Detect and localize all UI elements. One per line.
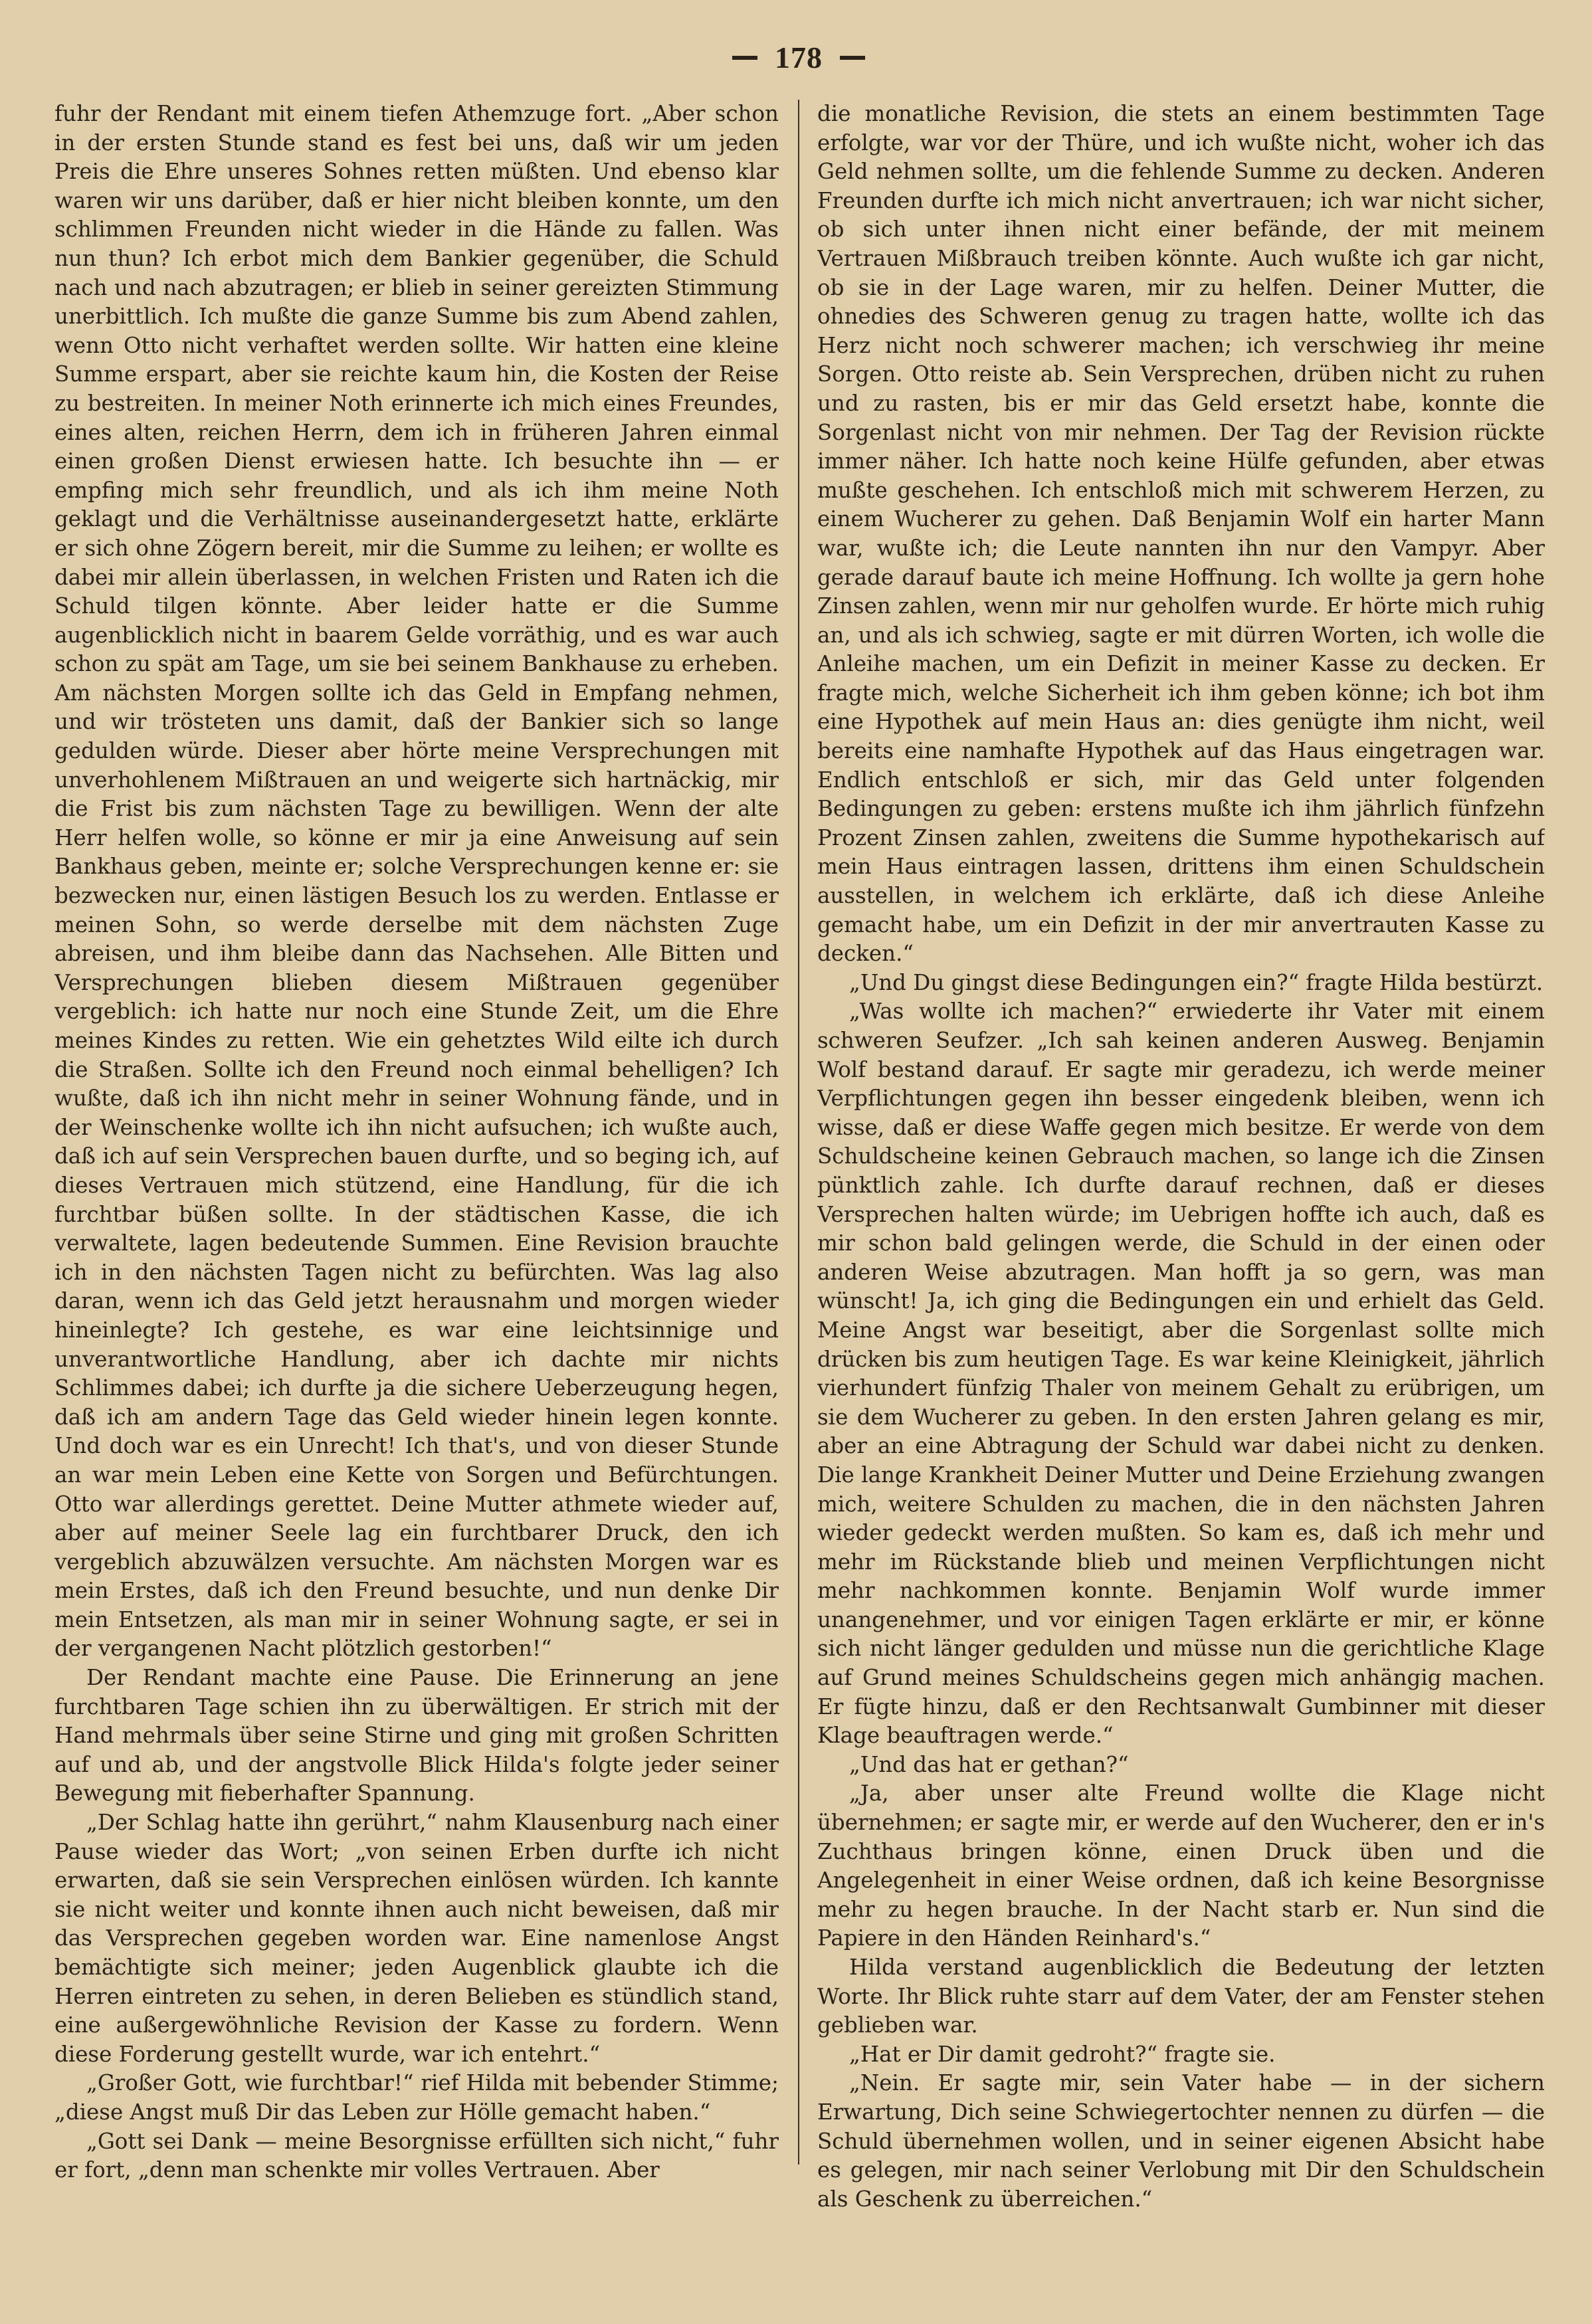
paragraph: „Großer Gott, wie furchtbar!“ rief Hilda mit bebender Stimme; „diese Angst muß Dir das Leben zur Hölle gemacht haben.“ xyxy=(54,2070,779,2125)
paragraph: „Was wollte ich machen?“ erwiederte ihr Vater mit einem schweren Seufzer. „Ich sah keinen anderen Ausweg. Benjamin Wolf bestand darauf. Er sagte mir geradezu, ich werde meiner Verpflichtungen gegen ihn besser eingedenk bleiben, wenn ich wisse, daß er diese Waffe gegen mich besitze. Er werde von dem Schuldscheine keinen Gebrauch machen, so lange ich die Zinsen pünktlich zahle. Ich durfte darauf rechnen, daß er dieses Versprechen halten würde; im Uebrigen hoffte ich auch, daß es mir schon bald gelingen werde, die Schuld in der einen oder anderen Weise abzutragen. Man hofft ja so gern, was man wünscht! Ja, ich ging die Bedingungen ein und erhielt das Geld. Meine Angst war beseitigt, aber die Sorgenlast sollte mich drücken bis zum heutigen Tage. Es war keine Kleinigkeit, jährlich vierhundert fünfzig Thaler von meinem Gehalt zu erübrigen, um sie dem Wucherer zu geben. In den ersten Jahren gelang es mir, aber an eine Abtragung der Schuld war dabei nicht zu denken. Die lange Krankheit Deiner Mutter und Deine Erziehung zwangen mich, weitere Schulden zu machen, die in den nächsten Jahren wieder gedeckt werden mußten. So kam es, daß ich mehr und mehr im Rückstande blieb und meinen Verpflichtungen nicht mehr nachkommen konnte. Benjamin Wolf wurde immer unangenehmer, und vor einigen Tagen erklärte er mir, er könne sich nicht länger gedulden und müsse nun die gerichtliche Klage auf Grund meines Schuldscheins gegen mich anhängig machen. Er fügte hinzu, daß er den Rechtsanwalt Gumbinner mit dieser Klage beauftragen werde.“ xyxy=(817,999,1545,1749)
paragraph: Hilda verstand augenblicklich die Bedeutung der letzten Worte. Ihr Blick ruhte starr auf dem Vater, der am Fenster stehen geblieben war. xyxy=(817,1955,1545,2038)
paragraph: „Nein. Er sagte mir, sein Vater habe — in der sichern Erwartung, Dich seine Schwiegertochter nennen zu dürfen — die Schuld übernehmen wollen, und in seiner eigenen Absicht habe es gelegen, mir nach seiner Verlobung mit Dir den Schuldschein als Geschenk zu überreichen.“ xyxy=(817,2070,1545,2212)
paragraph: „Hat er Dir damit gedroht?“ fragte sie. xyxy=(849,2041,1276,2067)
header-dash-right xyxy=(840,56,865,60)
text-columns xyxy=(40,100,1557,2297)
paragraph: „Der Schlag hatte ihn gerührt,“ nahm Klausenburg nach einer Pause wieder das Wort; „von seinen Erben durfte ich nicht erwarten, daß sie sein Versprechen einlösen würden. Ich kannte sie nicht weiter und konnte ihnen auch nicht beweisen, daß mir das Versprechen gegeben worden war. Eine namenlose Angst bemächtigte sich meiner; jeden Augenblick glaubte ich die Herren eintreten zu sehen, in deren Belieben es stündlich stand, eine außergewöhnliche Revision der Kasse zu fordern. Wenn diese Forderung gestellt wurde, war ich entehrt.“ xyxy=(54,1810,779,2067)
page-number: 178 xyxy=(775,41,823,74)
paragraph: „Ja, aber unser alte Freund wollte die Klage nicht übernehmen; er sagte mir, er werde auf den Wucherer, den er in's Zuchthaus bringen könne, einen Druck üben und die Angelegenheit in einer Weise ordnen, daß ich keine Besorgnisse mehr zu hegen brauche. In der Nacht starb er. Nun sind die Papiere in den Händen Reinhard's.“ xyxy=(817,1781,1545,1951)
right-column xyxy=(817,100,1545,2292)
paragraph: „Gott sei Dank — meine Besorgnisse erfüllten sich nicht,“ fuhr er fort, „denn man schenkte mir volles Vertrauen. Aber xyxy=(54,2128,779,2183)
paragraph: „Und Du gingst diese Bedingungen ein?“ fragte Hilda bestürzt. xyxy=(849,969,1543,995)
page-header xyxy=(40,40,1557,106)
paragraph: Der Rendant machte eine Pause. Die Erinnerung an jene furchtbaren Tage schien ihn zu überwältigen. Er strich mit der Hand mehrmals über seine Stirne und ging mit großen Schritten auf und ab, und der angstvolle Blick Hilda's folgte jeder seiner Bewegung mit fieberhafter Spannung. xyxy=(54,1665,779,1806)
paragraph: fuhr der Rendant mit einem tiefen Athemzuge fort. „Aber schon in der ersten Stunde stand es fest bei uns, daß wir um jeden Preis die Ehre unseres Sohnes retten müßten. Und ebenso klar waren wir uns darüber, daß er hier nicht bleiben konnte, um den schlimmen Freunden nicht wieder in die Hände zu fallen. Was nun thun? Ich erbot mich dem Bankier gegenüber, die Schuld nach und nach abzutragen; er blieb in seiner gereizten Stimmung unerbittlich. Ich mußte die ganze Summe bis zum Abend zahlen, wenn Otto nicht verhaftet werden sollte. Wir hatten eine kleine Summe erspart, aber sie reichte kaum hin, die Kosten der Reise zu bestreiten. In meiner Noth erinnerte ich mich eines Freundes, eines alten, reichen Herrn, dem ich in früheren Jahren einmal einen großen Dienst erwiesen hatte. Ich besuchte ihn — er empfing mich sehr freundlich, und als ich ihm meine Noth geklagt und die Verhältnisse auseinandergesetzt hatte, erklärte er sich ohne Zögern bereit, mir die Summe zu leihen; er wollte es dabei mir allein überlassen, in welchen Fristen und Raten ich die Schuld tilgen könnte. Aber leider hatte er die Summe augenblicklich nicht in baarem Gelde vorräthig, und es war auch schon zu spät am Tage, um sie bei seinem Bankhause zu erheben. Am nächsten Morgen sollte ich das Geld in Empfang nehmen, und wir trösteten uns damit, daß der Bankier sich so lange gedulden würde. Dieser aber hörte meine Versprechungen mit unverhohlenem Mißtrauen an und weigerte sich hartnäckig, mir die Frist bis zum nächsten Tage zu bewilligen. Wenn der alte Herr helfen wolle, so könne er mir ja eine Anweisung auf sein Bankhaus geben, meinte er; solche Versprechungen kenne er: sie bezwecken nur, einen lästigen Besuch los zu werden. Entlasse er meinen Sohn, so werde derselbe mit dem nächsten Zuge abreisen, und ihm bleibe dann das Nachsehen. Alle Bitten und Versprechungen blieben diesem Mißtrauen gegenüber vergeblich: ich hatte nur noch eine Stunde Zeit, um die Ehre meines Kindes zu retten. Wie ein gehetztes Wild eilte ich durch die Straßen. Sollte ich den Freund noch einmal behelligen? Ich wußte, daß ich ihn nicht mehr in seiner Wohnung fände, und in der Weinschenke wollte ich ihn nicht aufsuchen; ich wußte auch, daß ich auf sein Versprechen bauen durfte, und so beging ich, auf dieses Vertrauen mich stützend, eine Handlung, für die ich furchtbar büßen sollte. In der städtischen Kasse, die ich verwaltete, lagen bedeutende Summen. Eine Revision brauchte ich in den nächsten Tagen nicht zu befürchten. Was lag also daran, wenn ich das Geld jetzt herausnahm und morgen wieder hineinlegte? Ich gestehe, es war eine leichtsinnige und unverantwortliche Handlung, aber ich dachte mir nichts Schlimmes dabei; ich durfte ja die sichere Ueberzeugung hegen, daß ich am andern Tage das Geld wieder hinein legen konnte. Und doch war es ein Unrecht! Ich that's, und von dieser Stunde an war mein Leben eine Kette von Sorgen und Befürchtungen. Otto war allerdings gerettet. Deine Mutter athmete wieder auf, aber auf meiner Seele lag ein furchtbarer Druck, den ich vergeblich abzuwälzen versuchte. Am nächsten Morgen war es mein Erstes, daß ich den Freund besuchte, und nun denke Dir mein Entsetzen, als man mir in seiner Wohnung sagte, er sei in der vergangenen Nacht plötzlich gestorben!“ xyxy=(54,101,779,1662)
left-column xyxy=(54,100,779,2292)
column-divider xyxy=(798,100,799,2165)
paragraph: „Und das hat er gethan?“ xyxy=(849,1751,1129,1777)
paragraph: die monatliche Revision, die stets an einem bestimmten Tage erfolgte, war vor der Thüre, und ich wußte nicht, woher ich das Geld nehmen sollte, um die fehlende Summe zu decken. Anderen Freunden durfte ich mich nicht anvertrauen; ich war nicht sicher, ob sich unter ihnen nicht einer befände, der mit meinem Vertrauen Mißbrauch treiben könnte. Auch wußte ich gar nicht, ob sie in der Lage waren, mir zu helfen. Deiner Mutter, die ohnedies des Schweren genug zu tragen hatte, wollte ich das Herz nicht noch schwerer machen; ich verschwieg ihr meine Sorgen. Otto reiste ab. Sein Versprechen, drüben nicht zu ruhen und zu rasten, bis er mir das Geld ersetzt habe, konnte die Sorgenlast nicht von mir nehmen. Der Tag der Revision rückte immer näher. Ich hatte noch keine Hülfe gefunden, aber etwas mußte geschehen. Ich entschloß mich mit schwerem Herzen, zu einem Wucherer zu gehen. Daß Benjamin Wolf ein harter Mann war, wußte ich; die Leute nannten ihn nur den Vampyr. Aber gerade darauf baute ich meine Hoffnung. Ich wollte ja gern hohe Zinsen zahlen, wenn mir nur geholfen wurde. Er hörte mich ruhig an, und als ich schwieg, sagte er mit dürren Worten, ich wolle die Anleihe machen, um ein Defizit in meiner Kasse zu decken. Er fragte mich, welche Sicherheit ich ihm geben könne; ich bot ihm eine Hypothek auf mein Haus an: dies genügte ihm nicht, weil bereits eine namhafte Hypothek auf das Haus eingetragen war. Endlich entschloß er sich, mir das Geld unter folgenden Bedingungen zu geben: erstens mußte ich ihm jährlich fünfzehn Prozent Zinsen zahlen, zweitens die Summe hypothekarisch auf mein Haus eintragen lassen, drittens ihm einen Schuldschein ausstellen, in welchem ich erklärte, daß ich diese Anleihe gemacht habe, um ein Defizit in der mir anvertrauten Kasse zu decken.“ xyxy=(817,101,1545,967)
header-dash-left xyxy=(732,56,757,60)
